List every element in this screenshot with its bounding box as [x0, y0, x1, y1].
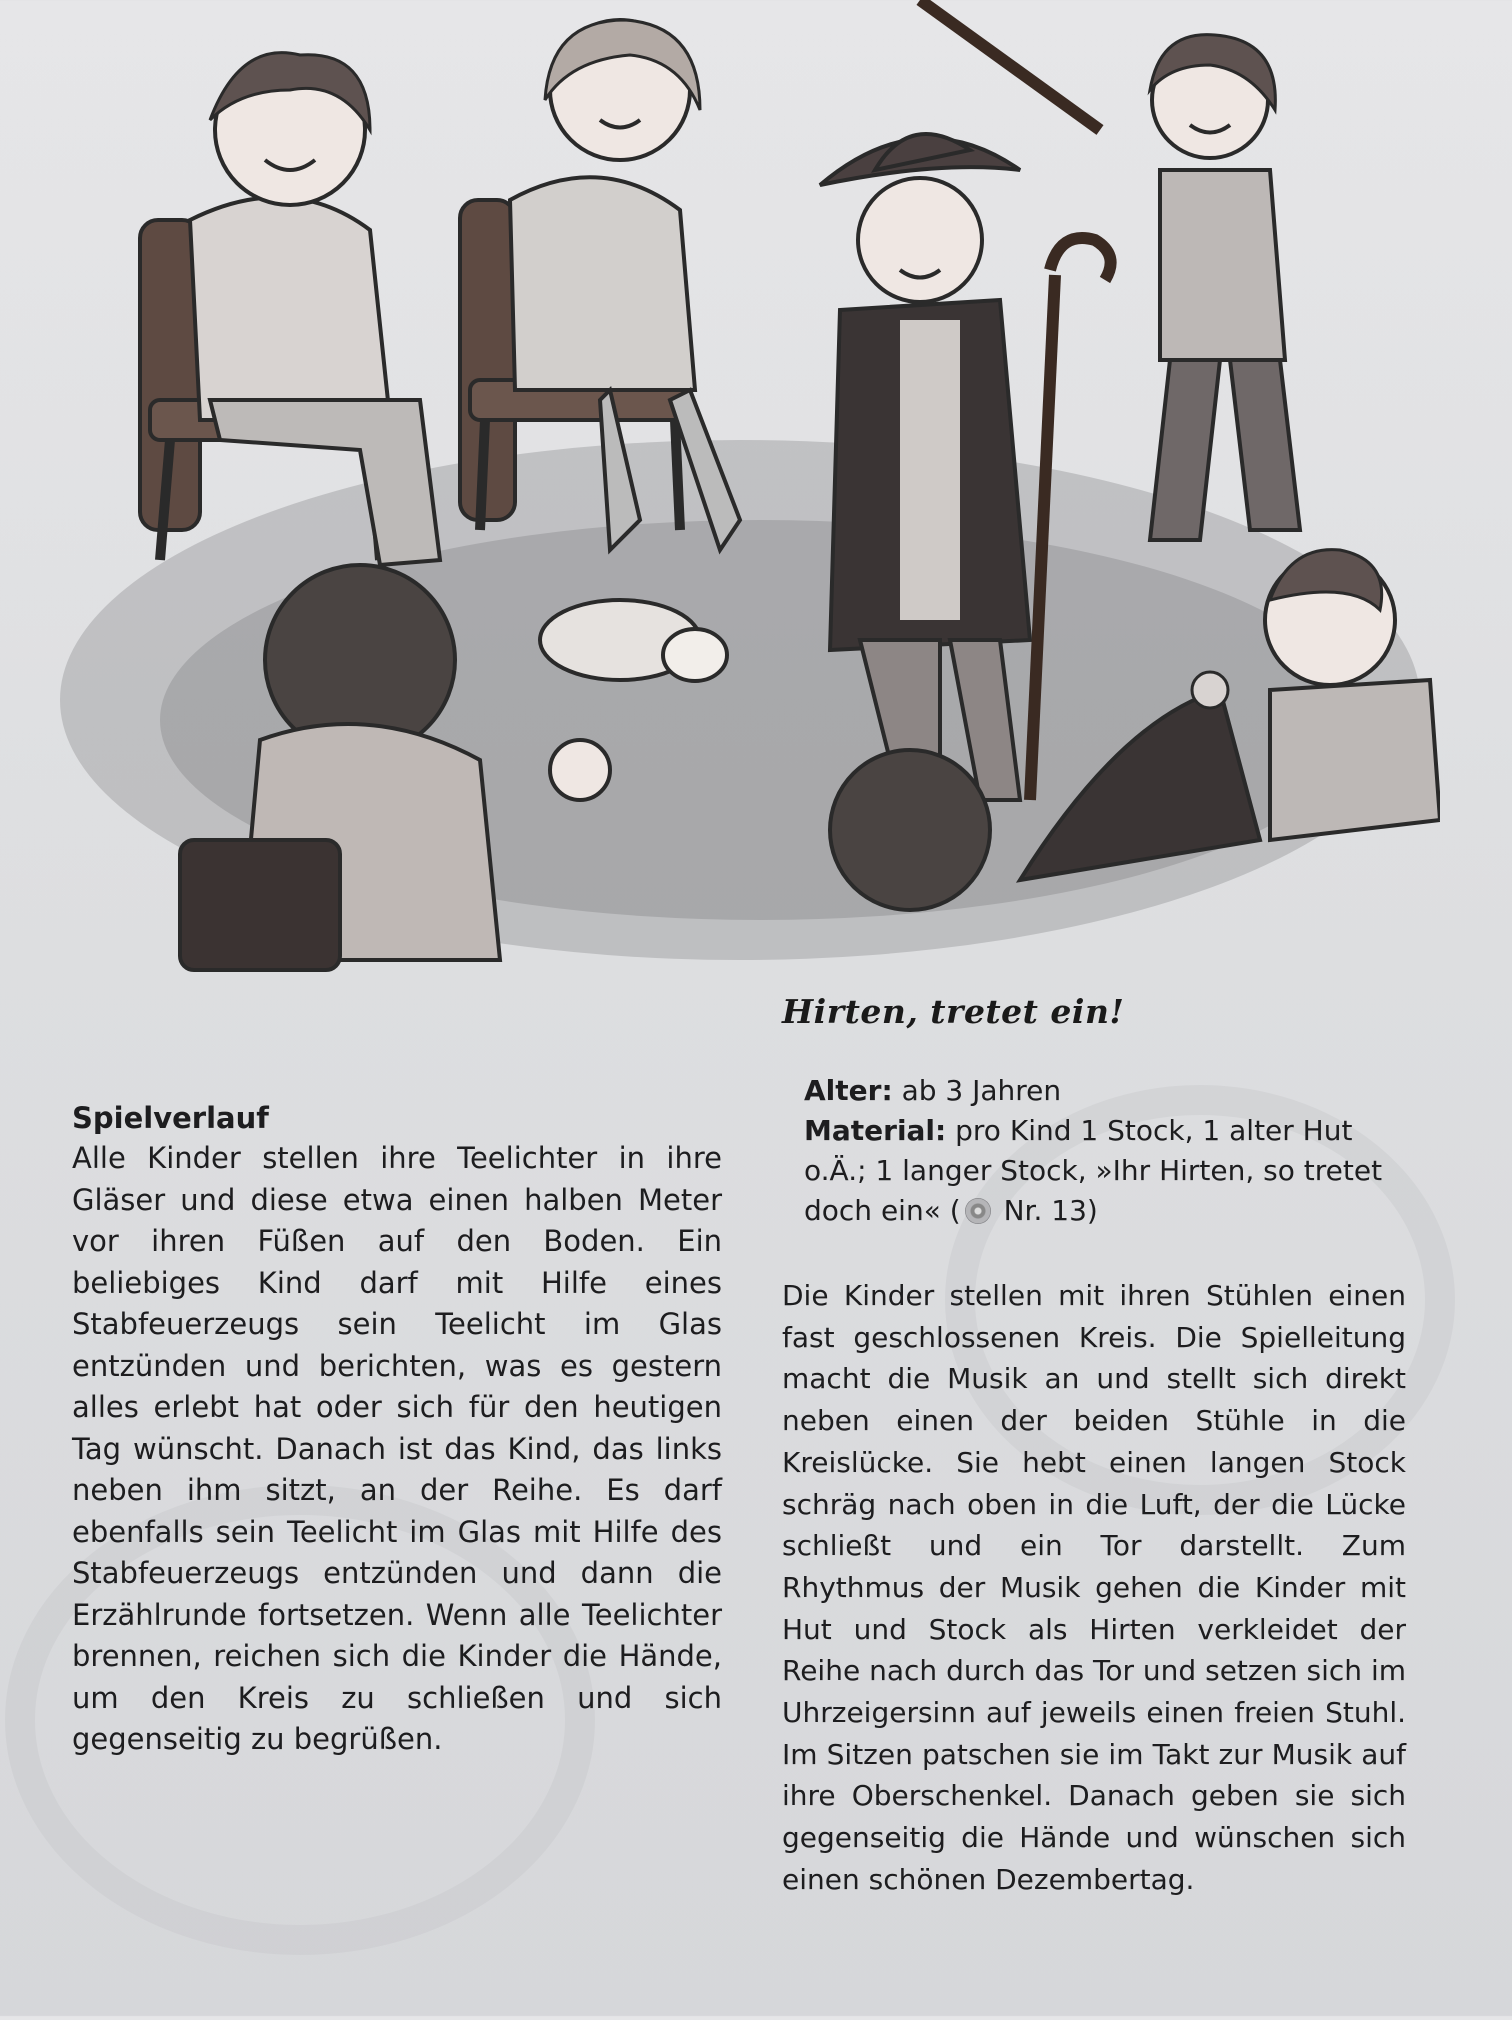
- game-description: Die Kinder stellen mit ihren Stühlen einen fast geschlossenen Kreis. Die Spielleitung macht die Musik an und stellt sich direkt neben einen der beiden Stühle in die Kreislücke. Sie hebt einen langen Stock schräg nach oben in die Luft, der die Lücke schließt und ein Tor darstellt. Zum Rhythmus der Musik gehen die Kinder mit Hut und Stock als Hirten verkleidet der Reihe nach durch das Tor und setzen sich im Uhrzeigersinn auf jeweils einen freien Stuhl. Im Sitzen patschen sie im Takt zur Musik auf ihre Oberschenkel. Danach geben sie sich gegenseitig die Hände und wünschen sich einen schönen Dezembertag.: [782, 1279, 1406, 1896]
- left-column: [72, 1098, 722, 1761]
- right-column: [782, 992, 1406, 1901]
- age-line: [804, 1071, 1406, 1111]
- cd-icon: [965, 1198, 991, 1224]
- illustration: [40, 0, 1440, 980]
- section-body: Alle Kinder stellen ihre Teelichter in ihre Gläser und diese etwa einen halben Meter vor ihren Füßen auf den Boden. Ein beliebiges Kind darf mit Hilfe eines Stabfeuerzeugs sein Teelicht im Glas entzünden und berichten, was es gestern alles erlebt hat oder sich für den heutigen Tag wünscht. Danach ist das Kind, das links neben ihm sitzt, an der Reihe. Es darf ebenfalls sein Teelicht im Glas mit Hilfe des Stabfeuerzeugs entzünden und dann die Erzählrunde fortsetzen. Wenn alle Teelichter brennen, reichen sich die Kinder die Hände, um den Kreis zu schließen und sich gegenseitig zu begrüßen.: [72, 1141, 722, 1756]
- material-value: pro Kind 1 Stock, 1 alter Hut o.Ä.; 1 langer Stock, »Ihr Hirten, so tretet doch ein« (: [804, 1114, 1383, 1227]
- game-title: Hirten, tretet ein!: [782, 992, 1125, 1031]
- child-sitting-left-figure: [140, 53, 440, 565]
- cd-number: Nr. 13): [1003, 1194, 1098, 1227]
- section-heading: Spielverlauf: [72, 1101, 269, 1135]
- game-meta: [804, 1071, 1406, 1231]
- material-label: Material:: [804, 1114, 947, 1147]
- age-value: ab 3 Jahren: [901, 1074, 1062, 1107]
- material-line: [804, 1111, 1406, 1231]
- age-label: Alter:: [804, 1074, 893, 1107]
